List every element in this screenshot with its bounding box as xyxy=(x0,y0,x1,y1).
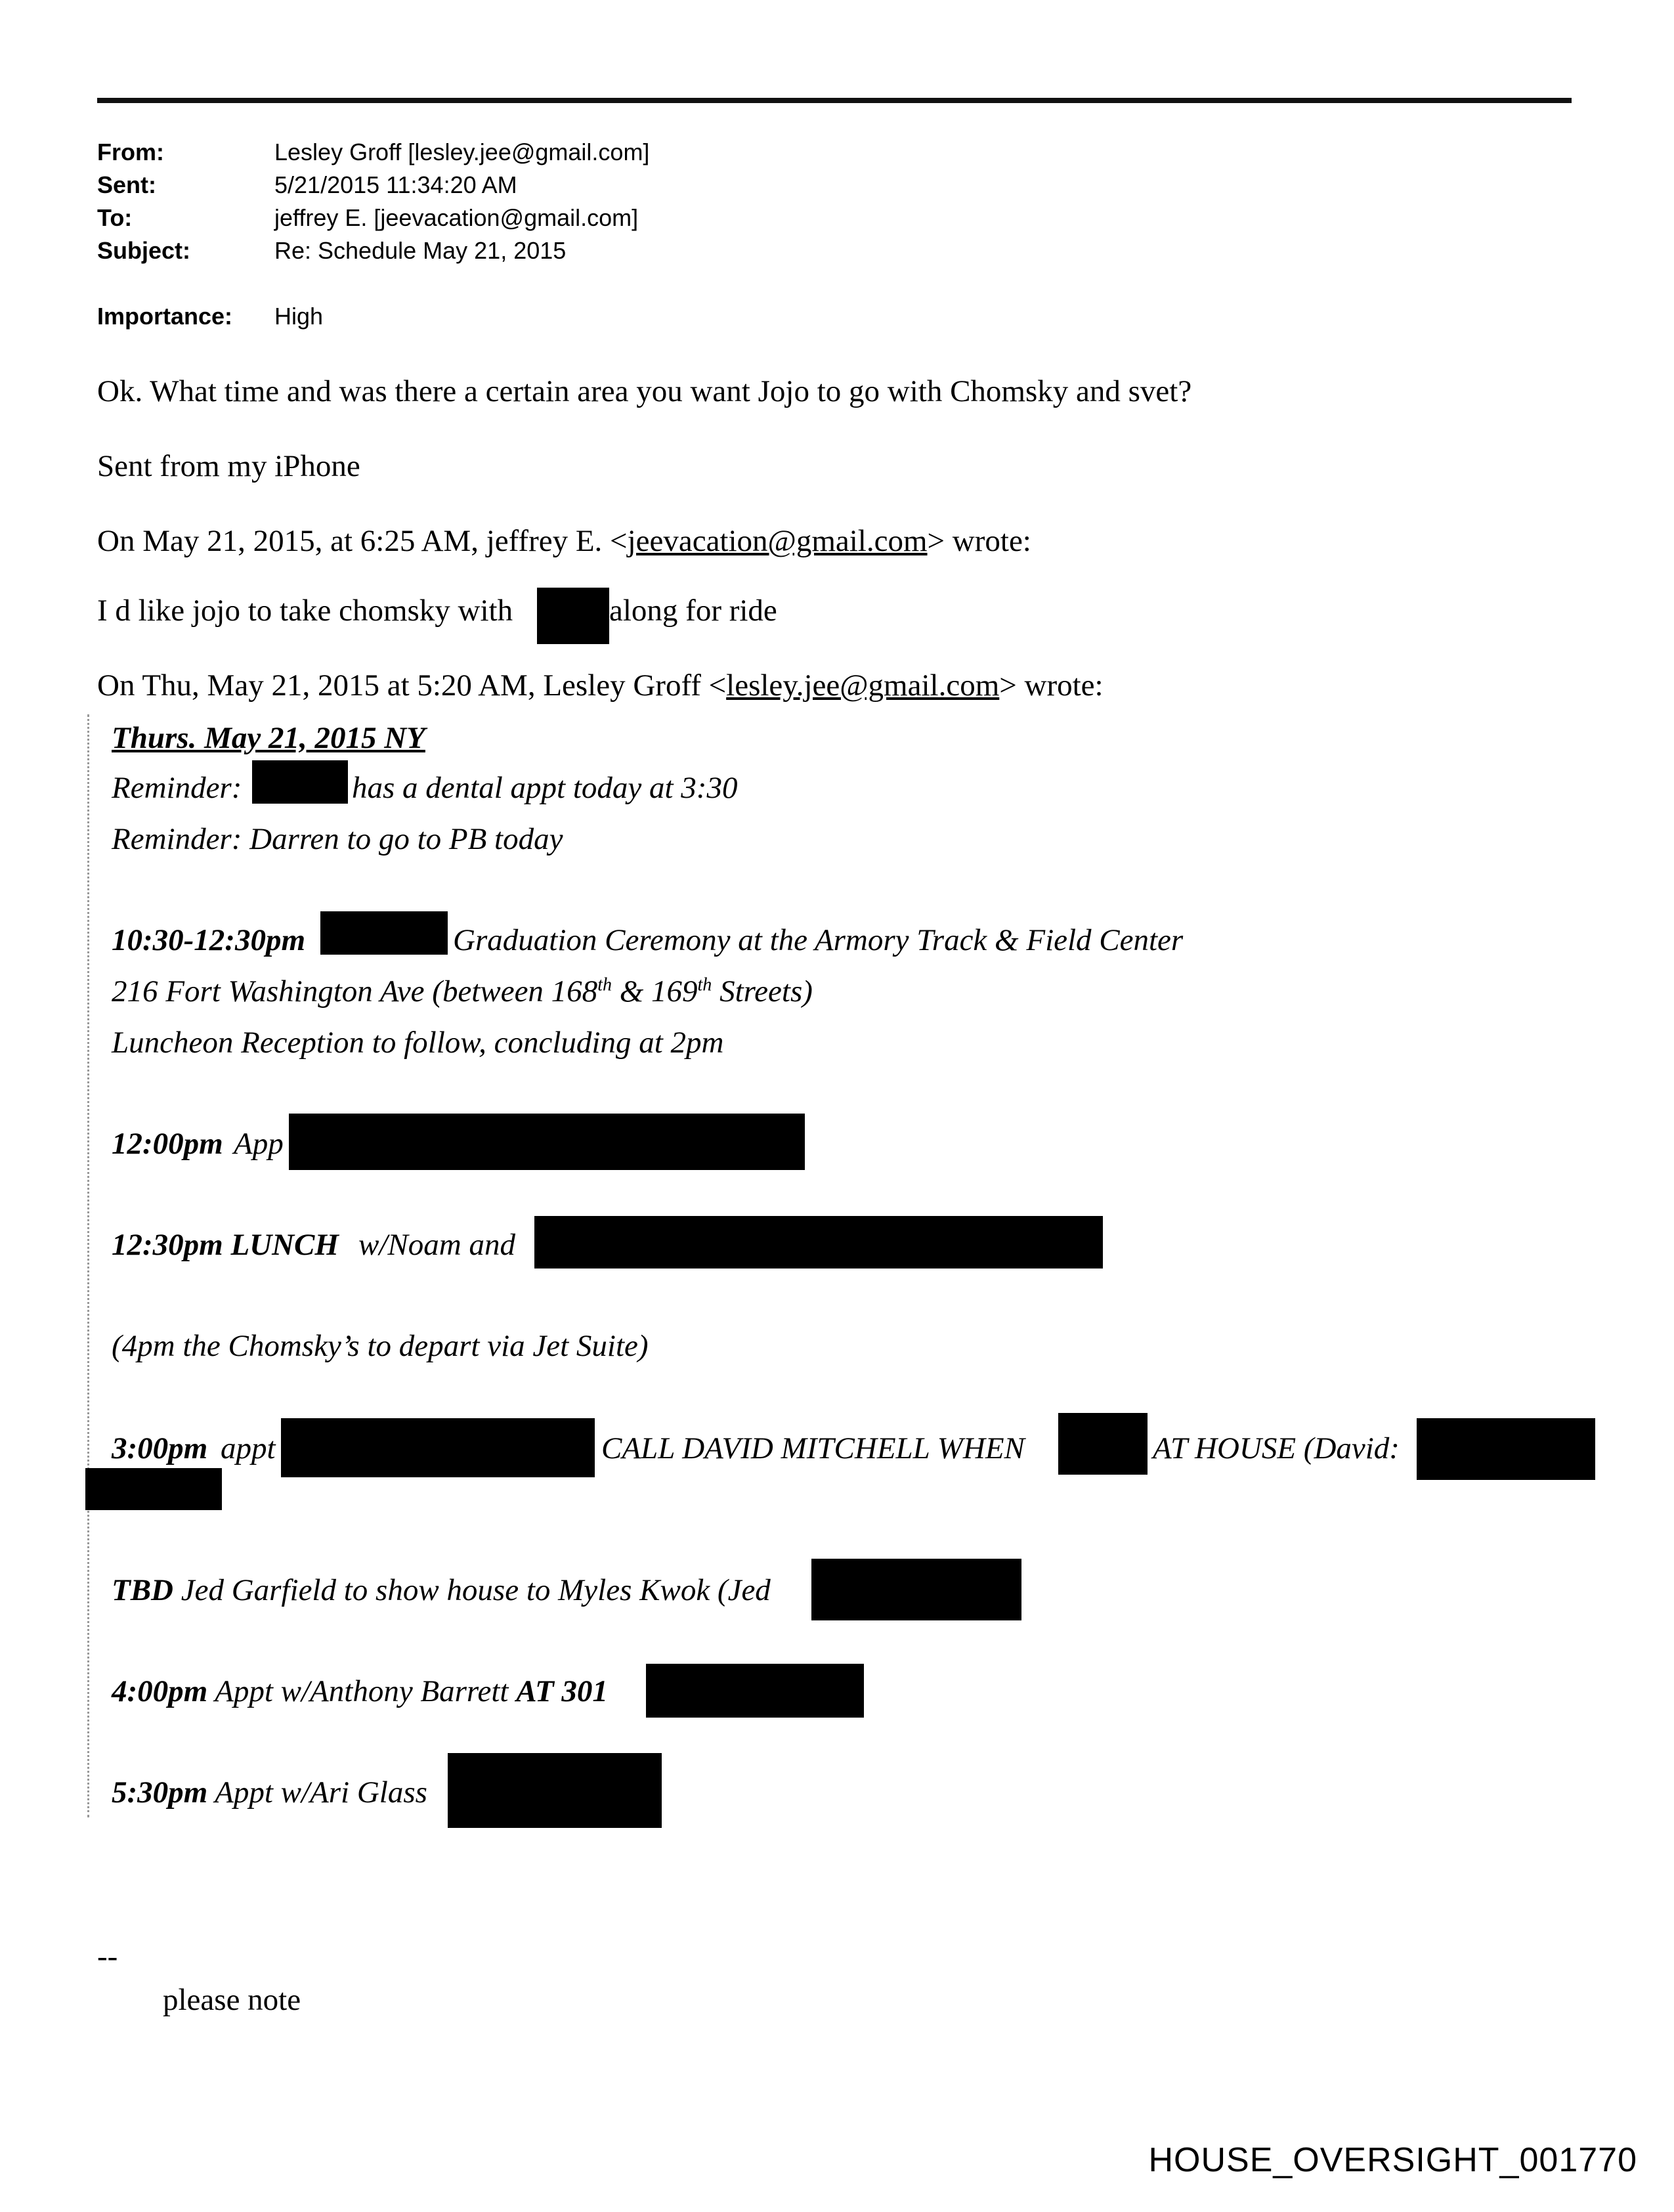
redaction-box xyxy=(320,911,448,955)
event-3-time: 12:30pm LUNCH xyxy=(112,1228,339,1262)
redaction-box xyxy=(537,588,609,644)
event-7: 4:00pm Appt w/Anthony Barrett AT 301 xyxy=(112,1674,608,1708)
event-5-time: 3:00pm xyxy=(112,1431,208,1465)
reply-text: Ok. What time and was there a certain area you want Jojo to go with Chomsky and svet? xyxy=(97,374,1192,408)
redaction-box xyxy=(811,1559,1021,1620)
top-rule xyxy=(97,98,1572,103)
importance-value: High xyxy=(274,303,324,330)
event-1-address: 216 Fort Washington Ave (between 168th & 169th Streets) xyxy=(112,974,813,1008)
redaction-box xyxy=(289,1114,805,1170)
redaction-box xyxy=(1058,1413,1148,1475)
subject-label: Subject: xyxy=(97,237,191,264)
quote-bar xyxy=(87,714,89,1817)
quote-header-2: On Thu, May 21, 2015 at 5:20 AM, Lesley Groff <lesley.jee@gmail.com> wrote: xyxy=(97,668,1104,703)
closing-dashes: -- xyxy=(97,1940,118,1974)
to-label: To: xyxy=(97,204,133,231)
jeff-message-part-2: along for ride xyxy=(609,594,777,628)
from-value: Lesley Groff [lesley.jee@gmail.com] xyxy=(274,139,650,165)
email-header xyxy=(97,135,885,273)
event-2-text: App xyxy=(234,1127,284,1161)
redaction-box xyxy=(448,1753,662,1828)
event-3-text: w/Noam and xyxy=(358,1228,515,1262)
jeff-message-part-1: I d like jojo to take chomsky with xyxy=(97,594,513,628)
importance-row xyxy=(97,299,622,334)
closing-note: please note xyxy=(163,1983,301,2017)
event-1-reception: Luncheon Reception to follow, concluding at 2pm xyxy=(112,1026,724,1060)
event-5-text-c: AT HOUSE (David: xyxy=(1153,1431,1400,1465)
redaction-box xyxy=(1417,1418,1595,1480)
sent-label: Sent: xyxy=(97,171,156,198)
event-1-text: Graduation Ceremony at the Armory Track & Field Center xyxy=(453,923,1184,957)
event-5-text-b: CALL DAVID MITCHELL WHEN xyxy=(601,1431,1025,1465)
event-2-time: 12:00pm xyxy=(112,1127,223,1161)
reminder-2: Reminder: Darren to go to PB today xyxy=(112,822,563,856)
redaction-box xyxy=(85,1468,222,1510)
redaction-box xyxy=(534,1216,1103,1269)
email-link-jeevacation[interactable]: jeevacation@gmail.com xyxy=(627,524,928,558)
sent-value: 5/21/2015 11:34:20 AM xyxy=(274,171,517,198)
event-8: 5:30pm Appt w/Ari Glass xyxy=(112,1775,427,1810)
event-1-time: 10:30-12:30pm xyxy=(112,923,306,957)
bates-number: HOUSE_OVERSIGHT_001770 xyxy=(1148,2141,1637,2179)
subject-value: Re: Schedule May 21, 2015 xyxy=(274,237,567,264)
to-value: jeffrey E. [jeevacation@gmail.com] xyxy=(274,204,639,231)
importance-label: Importance: xyxy=(97,303,233,330)
from-label: From: xyxy=(97,139,164,165)
reminder-1-text: has a dental appt today at 3:30 xyxy=(352,771,738,805)
redaction-box xyxy=(252,760,348,804)
email-link-lesley[interactable]: lesley.jee@gmail.com xyxy=(726,668,1000,703)
redaction-box xyxy=(281,1418,595,1477)
schedule-title: Thurs. May 21, 2015 NY xyxy=(112,721,425,755)
signature: Sent from my iPhone xyxy=(97,449,360,483)
redaction-box xyxy=(646,1664,864,1718)
event-6: TBD Jed Garfield to show house to Myles Kwok (Jed xyxy=(112,1573,771,1607)
event-5-text-a: appt xyxy=(221,1431,276,1465)
event-4-text: (4pm the Chomsky’s to depart via Jet Suite) xyxy=(112,1329,649,1363)
reminder-1-label: Reminder: xyxy=(112,771,242,805)
quote-header-1: On May 21, 2015, at 6:25 AM, jeffrey E. <jeevacation@gmail.com> wrote: xyxy=(97,524,1031,558)
